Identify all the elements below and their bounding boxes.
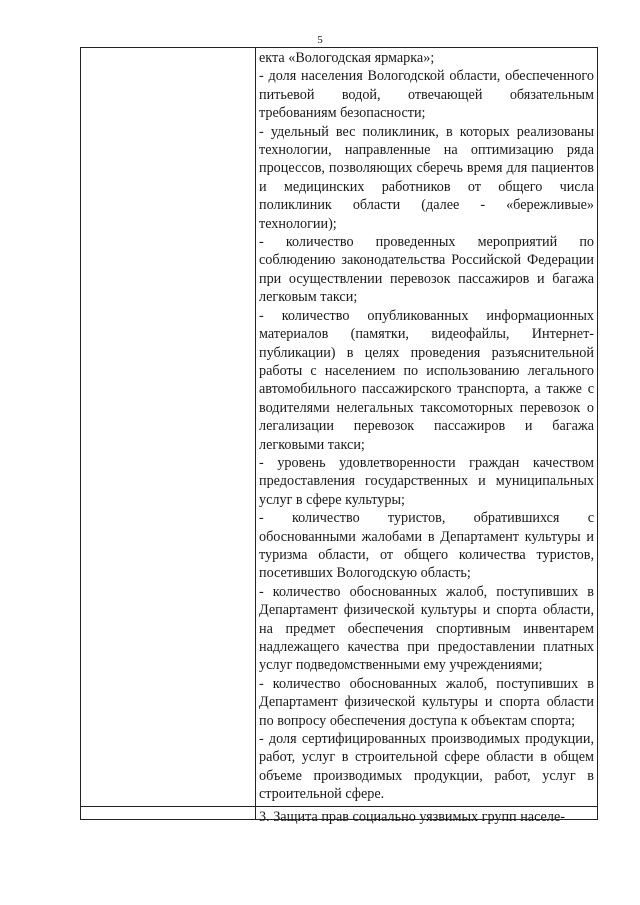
list-item: - доля населения Вологодской области, обеспеченного питьевой водой, отвечающей обязательным требованиям безопасности;: [259, 68, 594, 122]
list-item: - количество опубликованных информационных материалов (памятки, видеофайлы, Интернет-публикации) в целях проведения разъяснительной работы с населением по использованию легального автомобильного пассажирского транспорта, а также с водителями нелегальных таксомоторных перевозок о легализации перевозок пассажиров и багажа легковыми такси;: [259, 307, 594, 453]
table-cell-indicators: [259, 49, 594, 804]
list-item: - количество проведенных мероприятий по соблюдению законодательства Российской Федерации при осуществлении перевозок пассажиров и багажа легковым такси;: [259, 234, 594, 306]
list-item: - количество туристов, обратившихся с обоснованными жалобами в Департамент культуры и туризма области, от общего количества туристов, посетивших Вологодскую область;: [259, 510, 594, 582]
list-item: - уровень удовлетворенности граждан качеством предоставления государственных и муниципальных услуг в сфере культуры;: [259, 454, 594, 508]
list-item: - доля сертифицированных производимых продукции, работ, услуг в строительной сфере области в общем объеме производимых продукции, работ, услуг в строительной сфере.: [259, 731, 594, 803]
list-item: - удельный вес поликлиник, в которых реализованы технологии, направленные на оптимизацию ряда процессов, позволяющих сберечь время для пациентов и медицинских работников от общего числа поликлиник области (далее - «бережливые» технологии);: [259, 123, 594, 232]
list-item: екта «Вологодская ярмарка»;: [259, 50, 435, 66]
list-item: - количество обоснованных жалоб, поступивших в Департамент физической культуры и спорта области по вопросу обеспечения доступа к объектам спорта;: [259, 675, 594, 729]
section-heading: 3. Защита прав социально уязвимых групп населе-: [259, 809, 565, 825]
page-number: 5: [317, 34, 323, 46]
document-table: [80, 47, 598, 825]
column-divider: [255, 48, 256, 819]
list-item: - количество обоснованных жалоб, поступивших в Департамент физической культуры и спорта области, на предмет обеспечения спортивным инвентарем надлежащего качества при предоставлении платных услуг подведомственными ему учреждениями;: [259, 583, 594, 674]
row-divider: [81, 806, 597, 807]
